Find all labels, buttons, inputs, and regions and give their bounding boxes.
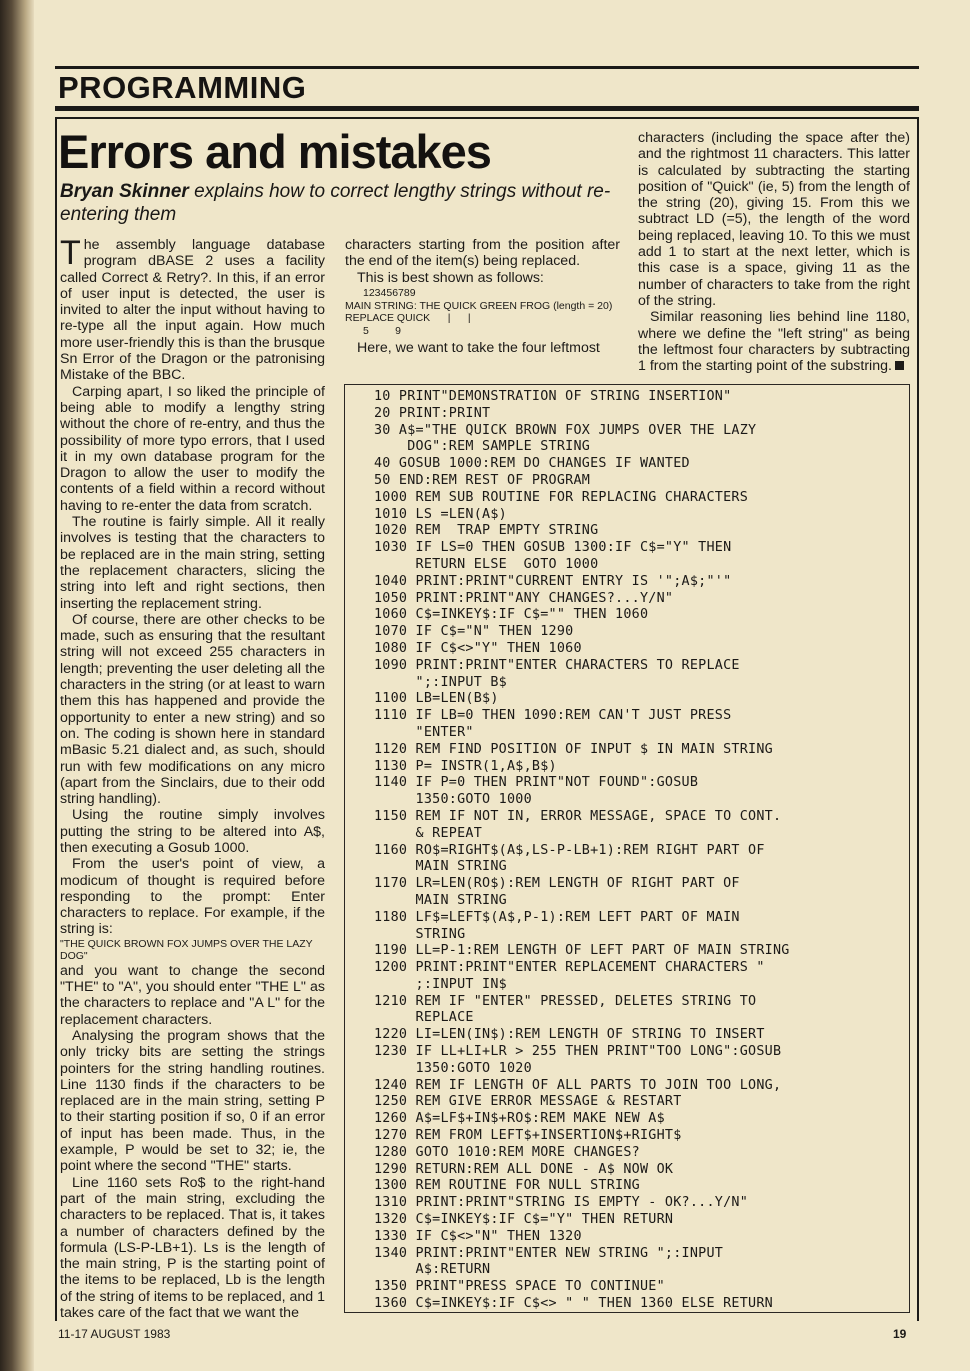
code-line: ;:INPUT IN$ — [374, 976, 507, 992]
column-1 — [60, 234, 325, 1321]
code-line: 1300 REM ROUTINE FOR NULL STRING — [374, 1178, 640, 1194]
code-line: 1100 LB=LEN(B$) — [374, 691, 499, 707]
code-line: 1180 LF$=LEFT$(A$,P-1):REM LEFT PART OF MAIN — [374, 909, 740, 925]
article-title: Errors and mistakes — [58, 125, 491, 178]
column-3 — [638, 130, 910, 374]
paragraph: Using the routine simply involves putting the string to be altered into A$, then executing a Gosub 1000. — [60, 807, 325, 856]
code-line: 1170 LR=LEN(RO$):REM LENGTH OF RIGHT PART OF — [374, 876, 740, 892]
code-line: 1250 REM GIVE ERROR MESSAGE & RESTART — [374, 1094, 682, 1110]
page-number: 19 — [893, 1327, 907, 1341]
top-rule — [55, 66, 919, 69]
code-line: 1150 REM IF NOT IN, ERROR MESSAGE, SPACE TO CONT. — [374, 808, 782, 824]
code-line: 1330 IF C$<>"N" THEN 1320 — [374, 1228, 582, 1244]
code-line: 50 END:REM REST OF PROGRAM — [374, 472, 591, 488]
code-line: 1270 REM FROM LEFT$+INSERTION$+RIGHT$ — [374, 1128, 682, 1144]
standfirst-text: explains how to correct lengthy strings without re-entering them — [60, 181, 611, 225]
paragraph: characters (including the space after the) and the rightmost 11 characters. This latter is calculated by subtracting the starting position of "Quick" (ie, 5) from the length of the string (20), giving 15. From this we subtract LD (=5), the length of the word being replaced, leaving 10. To this we must add 1 to start at the next letter, which is this case is a space, giving 11 as the number of characters to take from the right of the string. — [638, 130, 910, 309]
code-line: 1280 GOTO 1010:REM MORE CHANGES? — [374, 1144, 640, 1160]
code-line: 1260 A$=LF$+IN$+RO$:REM MAKE NEW A$ — [374, 1111, 665, 1127]
code-line: MAIN STRING — [374, 859, 507, 875]
code-line: 1240 REM IF LENGTH OF ALL PARTS TO JOIN TOO LONG, — [374, 1077, 782, 1093]
paragraph: Line 1160 sets Ro$ to the right-hand part of the main string, excluding the characters to be replaced. That is, it takes a number of characters defined by the formula (LS-P-LB+1). Ls is the length of the main string, P is the starting point of the items to be replaced, Lb is the length of the string of items to be replaced, and 1 takes care of the fact that we want the — [60, 1174, 325, 1321]
drop-cap: T — [60, 234, 81, 272]
code-line: 1210 REM IF "ENTER" PRESSED, DELETES STRING TO — [374, 993, 757, 1009]
code-line: 1350:GOTO 1020 — [374, 1060, 532, 1076]
issue-date: 11-17 AUGUST 1983 — [58, 1327, 171, 1341]
code-line: 1230 IF LL+LI+LR > 255 THEN PRINT"TOO LONG":GOSUB — [374, 1044, 782, 1060]
code-line: RETURN ELSE GOTO 1000 — [374, 556, 599, 572]
paragraph: The routine is fairly simple. All it really involves is testing that the characters to be replaced are in the main string, setting the replacement characters, slicing the string into left and right sections, then inserting the replacement string. — [60, 514, 325, 612]
code-line: 1070 IF C$="N" THEN 1290 — [374, 624, 574, 640]
paragraph: From the user's point of view, a modicum of thought is required before responding to the prompt: Enter characters to replace. For example, if the string is: — [60, 856, 325, 938]
code-line: 1350:GOTO 1000 — [374, 792, 532, 808]
code-line: 1000 REM SUB ROUTINE FOR REPLACING CHARACTERS — [374, 489, 749, 505]
paragraph: Here, we want to take the four leftmost — [357, 340, 600, 357]
digit-ruler: 123456789 — [363, 286, 416, 299]
binding-shadow — [0, 0, 34, 1371]
code-line: & REPEAT — [374, 825, 483, 841]
code-line: 1080 IF C$<>"Y" THEN 1060 — [374, 640, 582, 656]
code-line: 1320 C$=INKEY$:IF C$="Y" THEN RETURN — [374, 1212, 674, 1228]
program-listing — [374, 389, 790, 1313]
paragraph: Carping apart, I so liked the principle of being able to modify a lengthy string without the chore of re-entry, and thus the possibility of more typo errors, that I used it in my own database program for the Dragon to allow the user to modify the contents of a field within a record without having to re-enter the data from scratch. — [60, 383, 325, 514]
author-name: Bryan Skinner — [60, 181, 189, 202]
code-line: MAIN STRING — [374, 892, 507, 908]
paragraph: This is best shown as follows: — [357, 269, 544, 286]
replace-example: REPLACE QUICK | | — [345, 312, 471, 325]
section-header: PROGRAMMING — [58, 70, 307, 105]
paragraph: and you want to change the second "THE" to "A", you should enter "THE L" as the characters to replace and "A L" for the replacement characters. — [60, 962, 325, 1028]
code-line: 30 A$="THE QUICK BROWN FOX JUMPS OVER THE LAZY — [374, 422, 757, 438]
paragraph: Of course, there are other checks to be made, such as ensuring that the resultant string will not exceed 255 characters in length; preventing the user deleting all the characters in the string (or at least to warn them this has happened and provide the opportunity to enter a new string) and so on. The coding is shown here in standard mBasic 5.21 dialect and, as such, should run with few modifications on any micro (apart from the Sinclairs, due to their odd string handling). — [60, 611, 325, 808]
code-line: STRING — [374, 926, 466, 942]
code-line: 1030 IF LS=0 THEN GOSUB 1300:IF C$="Y" THEN — [374, 540, 732, 556]
paragraph: The assembly language database program dBASE 2 uses a facility called Correct & Retry?. In this, if an error of user input is detected, the user is invited to alter the input without having to re-type all the input again. How much more user-friendly this is than the brusque Sn Error of the Dragon or the patronising Mistake of the BBC. — [60, 234, 325, 384]
code-line: 1040 PRINT:PRINT"CURRENT ENTRY IS '";A$;"'" — [374, 573, 732, 589]
code-line: 1090 PRINT:PRINT"ENTER CHARACTERS TO REPLACE — [374, 657, 740, 673]
code-line: REPLACE — [374, 1010, 474, 1026]
code-line: 10 PRINT"DEMONSTRATION OF STRING INSERTION" — [374, 389, 732, 404]
code-line: 1130 P= INSTR(1,A$,B$) — [374, 758, 557, 774]
code-line: 1050 PRINT:PRINT"ANY CHANGES?...Y/N" — [374, 590, 674, 606]
paragraph: characters starting from the position after the end of the item(s) being replaced. — [345, 237, 620, 270]
code-line: 1020 REM TRAP EMPTY STRING — [374, 523, 599, 539]
code-line: 1360 C$=INKEY$:IF C$<> " " THEN 1360 ELSE RETURN — [374, 1296, 773, 1312]
code-line: DOG":REM SAMPLE STRING — [374, 439, 591, 455]
code-line: 40 GOSUB 1000:REM DO CHANGES IF WANTED — [374, 456, 690, 472]
column-2 — [345, 237, 620, 357]
code-line: 1120 REM FIND POSITION OF INPUT $ IN MAIN STRING — [374, 741, 773, 757]
header-rule — [55, 106, 919, 111]
code-line: 1190 LL=P-1:REM LENGTH OF LEFT PART OF MAIN STRING — [374, 943, 790, 959]
code-line: 1160 RO$=RIGHT$(A$,LS-P-LB+1):REM RIGHT PART OF — [374, 842, 765, 858]
code-line: 1350 PRINT"PRESS SPACE TO CONTINUE" — [374, 1279, 665, 1295]
code-line: 1200 PRINT:PRINT"ENTER REPLACEMENT CHARACTERS " — [374, 960, 765, 976]
end-mark-icon — [895, 361, 904, 370]
code-line: ";:INPUT B$ — [374, 674, 507, 690]
code-line: 1140 IF P=0 THEN PRINT"NOT FOUND":GOSUB — [374, 775, 699, 791]
code-line: 1110 IF LB=0 THEN 1090:REM CAN'T JUST PRESS — [374, 708, 732, 724]
example-string: "THE QUICK BROWN FOX JUMPS OVER THE LAZY DOG" — [60, 937, 313, 963]
position-marks: 5 9 — [363, 324, 401, 337]
code-line: "ENTER" — [374, 724, 474, 740]
code-line: 1060 C$=INKEY$:IF C$="" THEN 1060 — [374, 607, 649, 623]
paragraph: Analysing the program shows that the only tricky bits are setting the strings pointers for the string handling routines. Line 1130 finds if the characters to be replaced are in the main string, setting P to their starting position if so, 0 if an error of input has been made. Thus, in the example, P would be set to 32; ie, the point where the second "THE" starts. — [60, 1027, 325, 1175]
code-line: 1220 LI=LEN(IN$):REM LENGTH OF STRING TO INSERT — [374, 1027, 765, 1043]
main-string-example: MAIN STRING: THE QUICK GREEN FROG (length = 20) — [345, 299, 613, 312]
code-line: A$:RETURN — [374, 1262, 491, 1278]
code-line: 20 PRINT:PRINT — [374, 405, 491, 421]
paragraph: Similar reasoning lies behind line 1180, where we define the "left string" as being the leftmost four characters by subtracting 1 from the starting point of the substring. — [638, 309, 910, 375]
code-line: 1340 PRINT:PRINT"ENTER NEW STRING ";:INPUT — [374, 1245, 724, 1261]
code-line: 1010 LS =LEN(A$) — [374, 506, 507, 522]
code-line: 1310 PRINT:PRINT"STRING IS EMPTY - OK?...Y/N" — [374, 1195, 749, 1211]
code-line: 1290 RETURN:REM ALL DONE - A$ NOW OK — [374, 1161, 674, 1177]
standfirst — [60, 180, 620, 226]
